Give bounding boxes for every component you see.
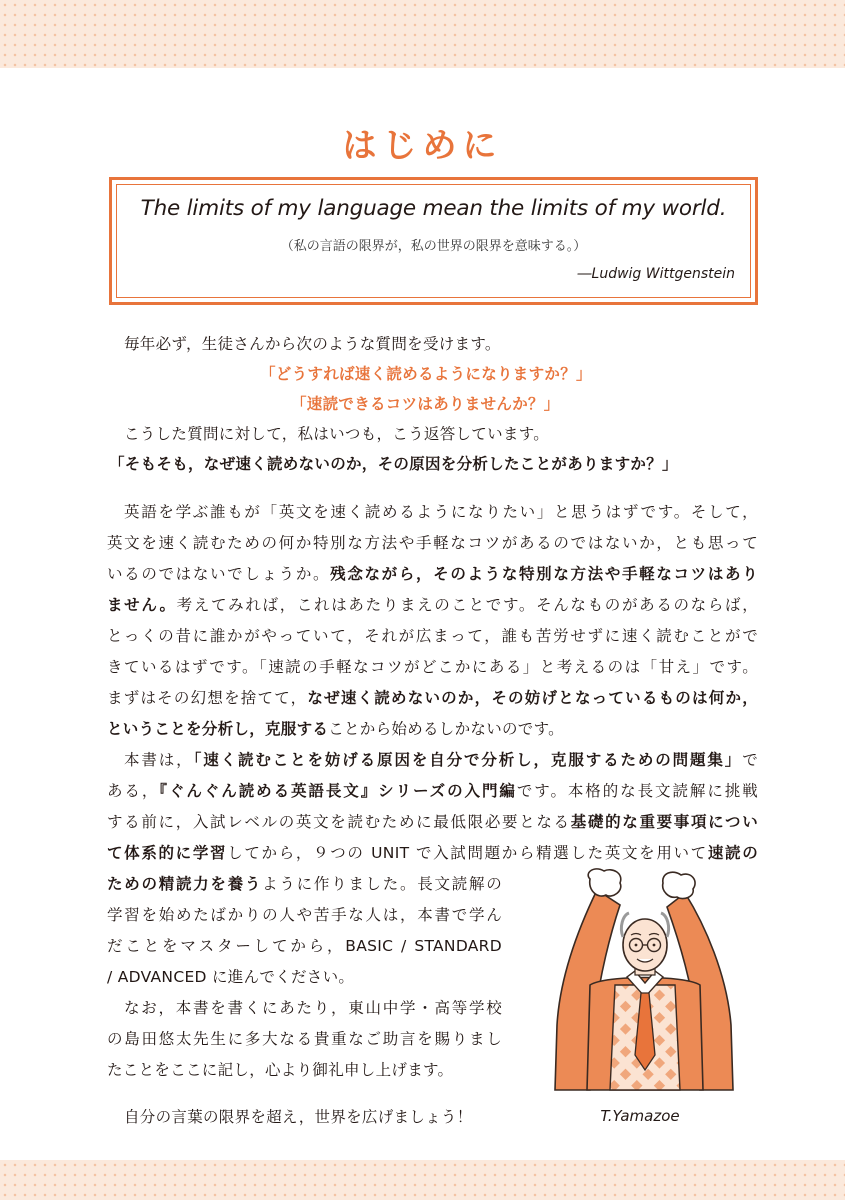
paragraph-line: 英語を学ぶ誰もが「英文を速く読めるようになりたい」と思うはずです。そして，: [124, 503, 758, 521]
paragraph-line: だことをマスターしてから，BASIC / STANDARD: [107, 937, 502, 955]
paragraph-line: まずはその幻想を捨てて，なぜ速く読めないのか，その妨げとなっているものは何か，: [107, 689, 758, 707]
paragraph-line: 本書は，「速く読むことを妨げる原因を自分で分析し，克服するための問題集」で: [124, 751, 759, 769]
paragraph-line: ません。考えてみれば，これはあたりまえのことです。そんなものがあるのならば，: [107, 596, 758, 614]
paragraph-line: 英文を速く読むための何か特別な方法や手軽なコツがあるのではないか，とも思って: [107, 534, 758, 552]
paragraph-line: きているはずです。「速読の手軽なコツがどこかにある」と考えるのは「甘え」です。: [107, 658, 758, 676]
paragraph-line: ということを分析し，克服することから始めるしかないのです。: [107, 720, 564, 738]
paragraph-line: たことをここに記し，心より御礼申し上げます。: [107, 1061, 454, 1079]
quote-text: The limits of my language mean the limits of my world.: [140, 196, 727, 221]
paragraph-line: ための精読力を養うように作りました。長文読解の: [107, 875, 503, 893]
illustration-signature: T.Yamazoe: [600, 1107, 680, 1125]
paragraph-line: て体系的に学習してから，９つの UNIT で入試問題から精選した英文を用いて速読の: [107, 844, 759, 862]
paragraph-line: する前に，入試レベルの英文を読むために最低限必要となる基礎的な重要事項につい: [107, 813, 758, 831]
quote-author: ―Ludwig Wittgenstein: [577, 266, 735, 282]
paragraph-line: の島田悠太先生に多大なる貴重なご助言を賜りまし: [107, 1030, 502, 1048]
intro-line: こうした質問に対して，私はいつも，こう返答しています。: [124, 425, 550, 443]
closing-line: 自分の言葉の限界を超え，世界を広げましょう！: [124, 1108, 473, 1126]
author-illustration: [535, 865, 755, 1100]
paragraph-line: / ADVANCED に進んでください。: [107, 968, 355, 986]
intro-question: 「どうすれば速く読めるようになりますか？」: [260, 365, 592, 383]
intro-answer: 「そもそも，なぜ速く読めないのか，その原因を分析したことがありますか？」: [109, 455, 678, 473]
paragraph-line: 学習を始めたばかりの人や苦手な人は，本書で学ん: [107, 906, 502, 924]
top-decorative-band: [0, 0, 845, 68]
bottom-decorative-band: [0, 1160, 845, 1200]
intro-line: 毎年必ず，生徒さんから次のような質問を受けます。: [124, 335, 501, 353]
paragraph-line: いるのではないでしょうか。残念ながら，そのような特別な方法や手軽なコツはあり: [107, 565, 758, 583]
intro-question: 「速読できるコツはありませんか？」: [291, 395, 560, 413]
paragraph-line: ある，『ぐんぐん読める英語長文』シリーズの入門編です。本格的な長文読解に挑戦: [107, 782, 758, 800]
paragraph-line: とっくの昔に誰かがやっていて，それが広まって，誰も苦労せずに速く読むことがで: [107, 627, 758, 645]
quote-box: [109, 177, 758, 305]
quote-translation: （私の言語の限界が，私の世界の限界を意味する。）: [280, 239, 587, 254]
page-title: はじめに: [342, 126, 503, 166]
paragraph-line: なお，本書を書くにあたり，東山中学・高等学校: [124, 999, 502, 1017]
